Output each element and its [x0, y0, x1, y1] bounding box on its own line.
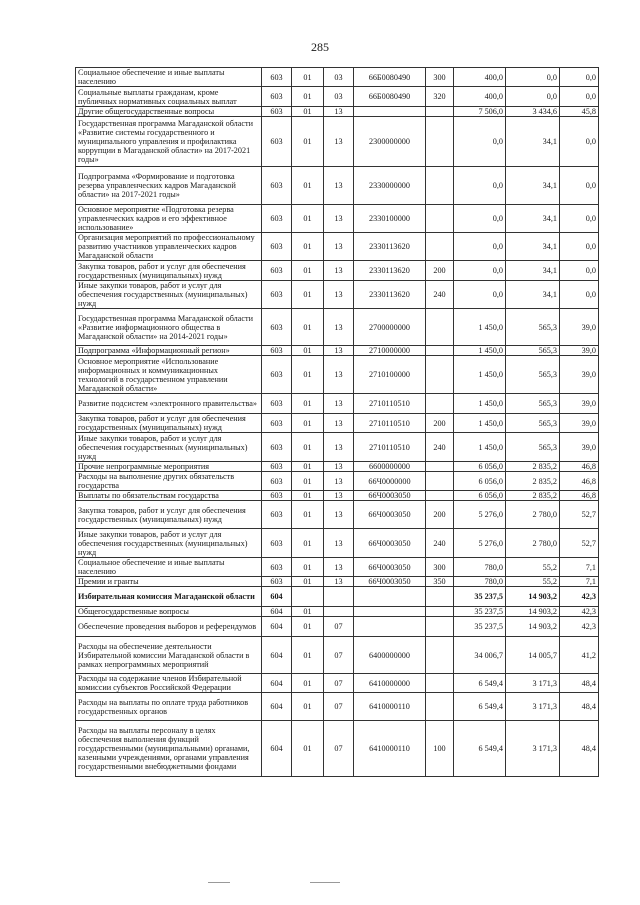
row-name: Иные закупки товаров, работ и услуг для обеспечения государственных (муниципальных) нужд	[76, 433, 262, 462]
row-name: Расходы на выплаты по оплате труда работников государственных органов	[76, 693, 262, 721]
row-expense-type	[426, 107, 454, 117]
row-subsection-code: 13	[324, 491, 354, 501]
footer-rule-left	[208, 882, 230, 883]
row-percent-value: 46,8	[560, 462, 599, 472]
row-expense-type	[426, 205, 454, 233]
row-percent-value: 39,0	[560, 346, 599, 356]
row-section-code: 01	[292, 233, 324, 261]
row-subsection-code	[324, 607, 354, 617]
row-plan-value: 0,0	[454, 261, 506, 281]
row-actual-value: 2 835,2	[506, 472, 560, 491]
row-plan-value: 0,0	[454, 205, 506, 233]
row-target-article: 2330000000	[354, 167, 426, 205]
row-expense-type: 200	[426, 501, 454, 529]
row-name: Обеспечение проведения выборов и референдумов	[76, 617, 262, 637]
row-section-code: 01	[292, 491, 324, 501]
row-target-article: 2710110510	[354, 414, 426, 433]
row-actual-value: 565,3	[506, 356, 560, 394]
row-name: Расходы на обеспечение деятельности Избирательной комиссии Магаданской области в рамках непрограммных мероприятий	[76, 637, 262, 674]
row-subsection-code: 13	[324, 281, 354, 309]
row-percent-value: 42,3	[560, 587, 599, 607]
row-section-code: 01	[292, 346, 324, 356]
row-target-article: 2700000000	[354, 309, 426, 346]
row-expense-type	[426, 309, 454, 346]
row-section-code: 01	[292, 607, 324, 617]
row-section-code: 01	[292, 721, 324, 777]
row-plan-value: 6 549,4	[454, 693, 506, 721]
row-name: Государственная программа Магаданской области «Развитие системы государственного и муниципального управления и профилактика коррупции в Магаданской области» на 2017-2021 годы»	[76, 117, 262, 167]
row-subsection-code: 13	[324, 394, 354, 414]
table-row	[76, 433, 599, 462]
row-ministry-code: 603	[262, 68, 292, 87]
row-ministry-code: 603	[262, 107, 292, 117]
row-target-article: 6400000000	[354, 637, 426, 674]
row-subsection-code: 13	[324, 117, 354, 167]
row-ministry-code: 603	[262, 117, 292, 167]
row-name: Подпрограмма «Информационный регион»	[76, 346, 262, 356]
row-expense-type: 350	[426, 577, 454, 587]
row-name: Иные закупки товаров, работ и услуг для обеспечения государственных (муниципальных) нужд	[76, 281, 262, 309]
row-percent-value: 42,3	[560, 617, 599, 637]
row-plan-value: 1 450,0	[454, 346, 506, 356]
table-row	[76, 501, 599, 529]
row-ministry-code: 604	[262, 587, 292, 607]
row-subsection-code: 13	[324, 309, 354, 346]
row-ministry-code: 604	[262, 607, 292, 617]
row-ministry-code: 603	[262, 281, 292, 309]
row-percent-value: 0,0	[560, 117, 599, 167]
row-plan-value: 5 276,0	[454, 529, 506, 558]
row-target-article: 66Б0080490	[354, 87, 426, 107]
row-actual-value: 565,3	[506, 414, 560, 433]
row-target-article: 2710000000	[354, 346, 426, 356]
row-percent-value: 0,0	[560, 261, 599, 281]
row-plan-value: 6 056,0	[454, 491, 506, 501]
row-ministry-code: 603	[262, 529, 292, 558]
table-row	[76, 607, 599, 617]
row-target-article: 66Ч0003050	[354, 529, 426, 558]
row-percent-value: 39,0	[560, 414, 599, 433]
row-plan-value: 6 549,4	[454, 674, 506, 693]
row-percent-value: 0,0	[560, 87, 599, 107]
table-row	[76, 346, 599, 356]
row-target-article: 66Ч0003050	[354, 577, 426, 587]
table-row	[76, 107, 599, 117]
row-name: Иные закупки товаров, работ и услуг для обеспечения государственных (муниципальных) нужд	[76, 529, 262, 558]
row-target-article: 2330100000	[354, 205, 426, 233]
row-actual-value: 34,1	[506, 117, 560, 167]
row-expense-type	[426, 491, 454, 501]
row-subsection-code: 03	[324, 68, 354, 87]
row-percent-value: 48,4	[560, 674, 599, 693]
row-expense-type: 240	[426, 281, 454, 309]
row-plan-value: 35 237,5	[454, 587, 506, 607]
row-expense-type	[426, 356, 454, 394]
row-actual-value: 0,0	[506, 68, 560, 87]
row-plan-value: 6 549,4	[454, 721, 506, 777]
row-name: Социальные выплаты гражданам, кроме публичных нормативных социальных выплат	[76, 87, 262, 107]
row-percent-value: 39,0	[560, 394, 599, 414]
row-percent-value: 0,0	[560, 281, 599, 309]
row-name: Общегосударственные вопросы	[76, 607, 262, 617]
row-plan-value: 6 056,0	[454, 472, 506, 491]
row-plan-value: 1 450,0	[454, 433, 506, 462]
row-section-code: 01	[292, 617, 324, 637]
row-percent-value: 39,0	[560, 309, 599, 346]
row-target-article	[354, 107, 426, 117]
row-actual-value: 3 171,3	[506, 674, 560, 693]
table-row	[76, 167, 599, 205]
table-row	[76, 577, 599, 587]
table-row	[76, 617, 599, 637]
row-name: Другие общегосударственные вопросы	[76, 107, 262, 117]
row-name: Закупка товаров, работ и услуг для обеспечения государственных (муниципальных) нужд	[76, 261, 262, 281]
row-expense-type	[426, 346, 454, 356]
row-expense-type	[426, 617, 454, 637]
row-actual-value: 34,1	[506, 281, 560, 309]
row-target-article: 2330113620	[354, 281, 426, 309]
row-section-code	[292, 587, 324, 607]
row-percent-value: 0,0	[560, 68, 599, 87]
row-subsection-code: 13	[324, 462, 354, 472]
row-name: Избирательная комиссия Магаданской области	[76, 587, 262, 607]
row-section-code: 01	[292, 693, 324, 721]
table-row	[76, 87, 599, 107]
row-section-code: 01	[292, 205, 324, 233]
row-ministry-code: 603	[262, 346, 292, 356]
table-row	[76, 356, 599, 394]
row-target-article: 2710110510	[354, 394, 426, 414]
row-subsection-code: 13	[324, 529, 354, 558]
row-plan-value: 7 506,0	[454, 107, 506, 117]
table-row	[76, 472, 599, 491]
row-name: Развитие подсистем «электронного правительства»	[76, 394, 262, 414]
row-percent-value: 0,0	[560, 233, 599, 261]
row-actual-value: 34,1	[506, 233, 560, 261]
row-section-code: 01	[292, 107, 324, 117]
row-section-code: 01	[292, 414, 324, 433]
row-target-article	[354, 607, 426, 617]
row-expense-type	[426, 674, 454, 693]
row-target-article: 6410000110	[354, 693, 426, 721]
row-subsection-code: 13	[324, 414, 354, 433]
row-subsection-code: 13	[324, 356, 354, 394]
table-row	[76, 281, 599, 309]
row-target-article: 66Ч0003050	[354, 558, 426, 577]
row-actual-value: 14 903,2	[506, 617, 560, 637]
row-target-article	[354, 617, 426, 637]
row-plan-value: 780,0	[454, 577, 506, 587]
row-percent-value: 45,8	[560, 107, 599, 117]
row-target-article: 6600000000	[354, 462, 426, 472]
row-ministry-code: 603	[262, 233, 292, 261]
row-plan-value: 0,0	[454, 117, 506, 167]
row-percent-value: 48,4	[560, 721, 599, 777]
budget-table	[75, 67, 599, 777]
row-plan-value: 0,0	[454, 281, 506, 309]
table-row	[76, 117, 599, 167]
row-plan-value: 0,0	[454, 233, 506, 261]
table-row	[76, 233, 599, 261]
row-ministry-code: 604	[262, 674, 292, 693]
row-percent-value: 42,3	[560, 607, 599, 617]
row-section-code: 01	[292, 309, 324, 346]
row-ministry-code: 603	[262, 501, 292, 529]
row-ministry-code: 604	[262, 693, 292, 721]
row-target-article: 66Ч0003050	[354, 501, 426, 529]
row-actual-value: 3 434,6	[506, 107, 560, 117]
row-actual-value: 34,1	[506, 205, 560, 233]
table-row	[76, 261, 599, 281]
row-expense-type	[426, 394, 454, 414]
row-plan-value: 35 237,5	[454, 607, 506, 617]
row-actual-value: 55,2	[506, 577, 560, 587]
row-section-code: 01	[292, 472, 324, 491]
row-name: Расходы на выполнение других обязательств государства	[76, 472, 262, 491]
row-subsection-code: 13	[324, 346, 354, 356]
row-ministry-code: 603	[262, 472, 292, 491]
row-expense-type	[426, 607, 454, 617]
row-section-code: 01	[292, 261, 324, 281]
row-ministry-code: 604	[262, 637, 292, 674]
row-actual-value: 14 903,2	[506, 587, 560, 607]
table-row	[76, 394, 599, 414]
row-actual-value: 2 780,0	[506, 501, 560, 529]
row-ministry-code: 603	[262, 577, 292, 587]
row-plan-value: 6 056,0	[454, 462, 506, 472]
row-target-article: 66Б0080490	[354, 68, 426, 87]
row-subsection-code: 13	[324, 167, 354, 205]
row-plan-value: 400,0	[454, 68, 506, 87]
row-section-code: 01	[292, 394, 324, 414]
row-ministry-code: 604	[262, 617, 292, 637]
row-expense-type	[426, 462, 454, 472]
row-ministry-code: 603	[262, 356, 292, 394]
row-ministry-code: 603	[262, 205, 292, 233]
row-name: Выплаты по обязательствам государства	[76, 491, 262, 501]
row-target-article: 2710100000	[354, 356, 426, 394]
row-actual-value: 565,3	[506, 309, 560, 346]
row-section-code: 01	[292, 577, 324, 587]
row-ministry-code: 603	[262, 394, 292, 414]
row-target-article: 2330113620	[354, 233, 426, 261]
row-name: Закупка товаров, работ и услуг для обеспечения государственных (муниципальных) нужд	[76, 501, 262, 529]
row-subsection-code: 07	[324, 674, 354, 693]
row-expense-type: 240	[426, 529, 454, 558]
row-ministry-code: 603	[262, 261, 292, 281]
row-target-article: 2710110510	[354, 433, 426, 462]
row-subsection-code: 13	[324, 577, 354, 587]
row-plan-value: 780,0	[454, 558, 506, 577]
row-subsection-code: 13	[324, 433, 354, 462]
row-section-code: 01	[292, 117, 324, 167]
row-expense-type	[426, 233, 454, 261]
row-name: Государственная программа Магаданской области «Развитие информационного общества в Магаданской области» на 2014-2021 годы»	[76, 309, 262, 346]
row-subsection-code: 07	[324, 637, 354, 674]
row-expense-type: 100	[426, 721, 454, 777]
row-target-article	[354, 587, 426, 607]
table-row	[76, 637, 599, 674]
row-actual-value: 565,3	[506, 433, 560, 462]
row-section-code: 01	[292, 558, 324, 577]
row-name: Подпрограмма «Формирование и подготовка резерва управленческих кадров Магаданской области» на 2017-2021 годы»	[76, 167, 262, 205]
row-actual-value: 2 780,0	[506, 529, 560, 558]
row-ministry-code: 603	[262, 167, 292, 205]
row-target-article: 66Ч0000000	[354, 472, 426, 491]
row-actual-value: 34,1	[506, 261, 560, 281]
row-percent-value: 7,1	[560, 577, 599, 587]
row-section-code: 01	[292, 529, 324, 558]
row-section-code: 01	[292, 68, 324, 87]
row-actual-value: 3 171,3	[506, 721, 560, 777]
row-actual-value: 2 835,2	[506, 491, 560, 501]
table-row	[76, 309, 599, 346]
row-expense-type: 200	[426, 261, 454, 281]
row-plan-value: 34 006,7	[454, 637, 506, 674]
row-percent-value: 52,7	[560, 529, 599, 558]
row-ministry-code: 603	[262, 309, 292, 346]
row-target-article: 66Ч0003050	[354, 491, 426, 501]
table-row	[76, 462, 599, 472]
row-subsection-code: 13	[324, 107, 354, 117]
row-actual-value: 565,3	[506, 394, 560, 414]
row-name: Расходы на содержание членов Избирательной комиссии субъектов Российской Федерации	[76, 674, 262, 693]
row-plan-value: 35 237,5	[454, 617, 506, 637]
row-percent-value: 7,1	[560, 558, 599, 577]
row-ministry-code: 603	[262, 433, 292, 462]
table-row	[76, 674, 599, 693]
row-expense-type	[426, 472, 454, 491]
row-ministry-code: 603	[262, 414, 292, 433]
row-subsection-code: 03	[324, 87, 354, 107]
row-name: Организация мероприятий по профессиональному развитию участников управленческих кадров Магаданской области	[76, 233, 262, 261]
row-subsection-code: 07	[324, 617, 354, 637]
row-expense-type	[426, 587, 454, 607]
row-section-code: 01	[292, 87, 324, 107]
row-plan-value: 400,0	[454, 87, 506, 107]
row-percent-value: 52,7	[560, 501, 599, 529]
footer-rule-right	[310, 882, 340, 883]
row-expense-type: 240	[426, 433, 454, 462]
row-plan-value: 5 276,0	[454, 501, 506, 529]
row-name: Основное мероприятие «Подготовка резерва управленческих кадров и его эффективное использование»	[76, 205, 262, 233]
row-actual-value: 14 903,2	[506, 607, 560, 617]
row-percent-value: 39,0	[560, 433, 599, 462]
row-actual-value: 55,2	[506, 558, 560, 577]
table-row	[76, 68, 599, 87]
row-ministry-code: 603	[262, 462, 292, 472]
row-ministry-code: 603	[262, 491, 292, 501]
row-expense-type	[426, 637, 454, 674]
row-section-code: 01	[292, 462, 324, 472]
row-expense-type: 200	[426, 414, 454, 433]
row-expense-type	[426, 167, 454, 205]
row-expense-type	[426, 693, 454, 721]
table-row	[76, 558, 599, 577]
row-plan-value: 1 450,0	[454, 356, 506, 394]
row-percent-value: 0,0	[560, 205, 599, 233]
row-expense-type: 300	[426, 558, 454, 577]
row-subsection-code: 13	[324, 261, 354, 281]
table-row	[76, 693, 599, 721]
row-plan-value: 1 450,0	[454, 394, 506, 414]
table-row	[76, 205, 599, 233]
table-row	[76, 529, 599, 558]
row-percent-value: 39,0	[560, 356, 599, 394]
table-row	[76, 721, 599, 777]
row-ministry-code: 603	[262, 558, 292, 577]
row-name: Социальное обеспечение и иные выплаты населению	[76, 558, 262, 577]
row-actual-value: 2 835,2	[506, 462, 560, 472]
row-actual-value: 3 171,3	[506, 693, 560, 721]
row-name: Закупка товаров, работ и услуг для обеспечения государственных (муниципальных) нужд	[76, 414, 262, 433]
table-row	[76, 587, 599, 607]
row-ministry-code: 604	[262, 721, 292, 777]
row-subsection-code: 13	[324, 233, 354, 261]
table-body	[76, 68, 599, 777]
row-percent-value: 46,8	[560, 491, 599, 501]
row-plan-value: 0,0	[454, 167, 506, 205]
row-name: Расходы на выплаты персоналу в целях обеспечения выполнения функций государственными (муниципальными) органами, казенными учреждениями, органами управления государственными внебюджетными фондами	[76, 721, 262, 777]
row-ministry-code: 603	[262, 87, 292, 107]
row-percent-value: 46,8	[560, 472, 599, 491]
row-target-article: 6410000110	[354, 721, 426, 777]
row-expense-type: 300	[426, 68, 454, 87]
table-row	[76, 491, 599, 501]
row-percent-value: 48,4	[560, 693, 599, 721]
row-subsection-code: 13	[324, 472, 354, 491]
row-actual-value: 0,0	[506, 87, 560, 107]
row-section-code: 01	[292, 433, 324, 462]
row-plan-value: 1 450,0	[454, 309, 506, 346]
table-row	[76, 414, 599, 433]
row-section-code: 01	[292, 281, 324, 309]
row-target-article: 6410000000	[354, 674, 426, 693]
row-actual-value: 565,3	[506, 346, 560, 356]
row-subsection-code	[324, 587, 354, 607]
page-number: 285	[311, 40, 329, 54]
row-percent-value: 41,2	[560, 637, 599, 674]
row-section-code: 01	[292, 501, 324, 529]
row-name: Социальное обеспечение и иные выплаты населению	[76, 68, 262, 87]
row-section-code: 01	[292, 167, 324, 205]
row-target-article: 2300000000	[354, 117, 426, 167]
row-name: Основное мероприятие «Использование информационных и коммуникационных технологий в государственном управлении Магаданской области»	[76, 356, 262, 394]
row-subsection-code: 07	[324, 693, 354, 721]
row-actual-value: 34,1	[506, 167, 560, 205]
row-plan-value: 1 450,0	[454, 414, 506, 433]
row-expense-type: 320	[426, 87, 454, 107]
row-actual-value: 14 005,7	[506, 637, 560, 674]
row-section-code: 01	[292, 674, 324, 693]
row-percent-value: 0,0	[560, 167, 599, 205]
row-subsection-code: 13	[324, 558, 354, 577]
row-section-code: 01	[292, 356, 324, 394]
row-target-article: 2330113620	[354, 261, 426, 281]
row-subsection-code: 13	[324, 501, 354, 529]
row-expense-type	[426, 117, 454, 167]
row-name: Премии и гранты	[76, 577, 262, 587]
row-name: Прочие непрограммные мероприятия	[76, 462, 262, 472]
row-subsection-code: 13	[324, 205, 354, 233]
row-section-code: 01	[292, 637, 324, 674]
row-subsection-code: 07	[324, 721, 354, 777]
